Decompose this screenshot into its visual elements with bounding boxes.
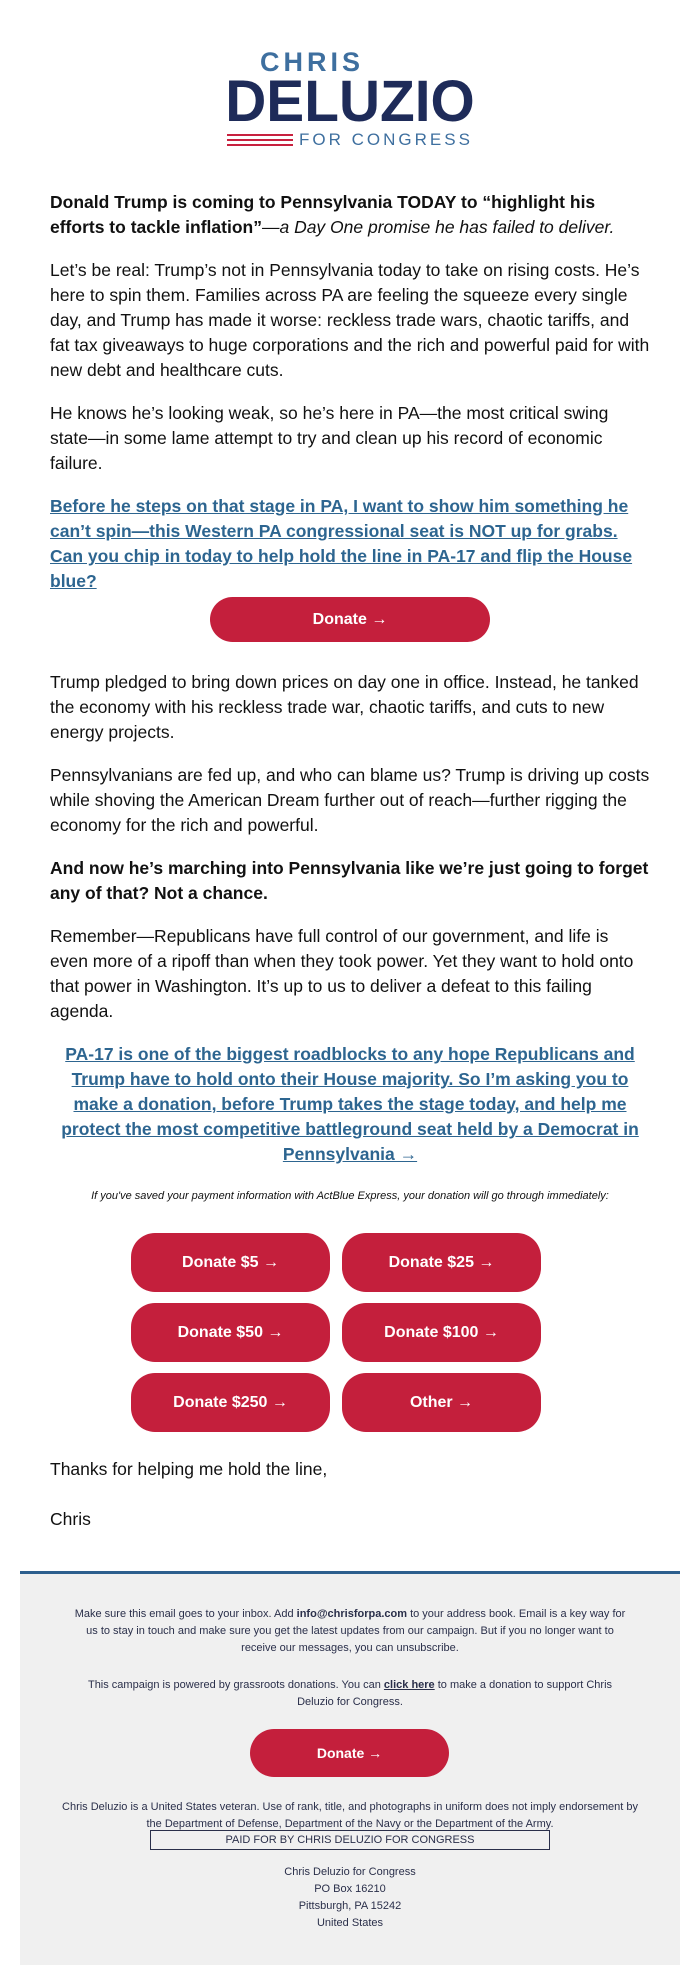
contact-email: info@chrisforpa.com (296, 1608, 408, 1620)
grassroots-post: to make a donation to support Chris Deluzio for Congress. (297, 1679, 613, 1708)
address-line: PO Box 16210 (314, 1883, 386, 1895)
inbox-notice (70, 1606, 630, 1657)
paragraph-text: He knows he’s looking weak, so he’s here in PA—the most critical swing state—in some lame attempt to try and clean up his record of economic failure. (50, 403, 609, 473)
paragraph-text: And now he’s marching into Pennsylvania like we’re just going to forget any of that? Not a chance. (50, 858, 649, 903)
paragraph-text: Pennsylvanians are fed up, and who can blame us? Trump is driving up costs while shoving the American Dream further out of reach—further rigging the economy for the rich and powerful. (50, 765, 650, 835)
logo-first-name: CHRIS (259, 47, 364, 77)
address-line: Chris Deluzio for Congress (284, 1866, 416, 1878)
grassroots-pre: This campaign is powered by grassroots donations. You can (87, 1679, 384, 1691)
email-footer (20, 1571, 680, 1965)
click-here-link[interactable]: click here (383, 1679, 435, 1691)
signature (50, 1507, 650, 1532)
mailing-address (70, 1864, 630, 1932)
actblue-express-note: If you've saved your payment information with ActBlue Express, your donation will go through immediately: (91, 1190, 609, 1202)
donate-button-main[interactable]: Donate → (210, 597, 490, 642)
body-paragraph-3 (50, 670, 650, 745)
donate-5-button[interactable]: Donate $5 → (131, 1233, 330, 1292)
donation-appeal-link (50, 494, 650, 594)
pa17-appeal-link (50, 1042, 650, 1167)
body-paragraph-2 (50, 401, 650, 476)
inbox-notice-post: to your address book. Email is a key way for us to stay in touch and make sure you get the latest updates from our campaign. But if you no longer want to receive our messages, you can unsubscribe. (86, 1608, 626, 1654)
appeal-link[interactable]: Before he steps on that stage in PA, I want to show him something he can’t spin—this Western PA congressional seat is NOT up for grabs. Can you chip in today to help hold the line in PA-17 and flip the House blue? (50, 496, 633, 591)
inbox-notice-pre: Make sure this email goes to your inbox. Add (74, 1608, 297, 1620)
intro-bold: Donald Trump is coming to Pennsylvania TODAY to “highlight his efforts to tackle inflation” (50, 192, 596, 237)
signature-text: Chris (50, 1509, 91, 1529)
intro-italic: —a Day One promise he has failed to deliver. (261, 217, 615, 237)
address-line: United States (316, 1917, 384, 1929)
donate-250-button[interactable]: Donate $250 → (131, 1373, 330, 1432)
logo-for-congress: FOR CONGRESS (299, 130, 473, 149)
closing-text: Thanks for helping me hold the line, (50, 1459, 328, 1479)
paragraph-text: Remember—Republicans have full control of our government, and life is even more of a ripoff than when they took power. Yet they want to hold onto that power in Washington. It’s up to us to deliver a defeat to this failing agenda. (50, 926, 634, 1021)
veteran-disclaimer: Chris Deluzio is a United States veteran. Use of rank, title, and photographs in uniform does not imply endorsement by the Department of Defense, Department of the Navy or the Department of the Army. (62, 1801, 638, 1830)
body-paragraph-6 (50, 924, 650, 1024)
intro-paragraph (50, 190, 650, 240)
donate-other-button[interactable]: Other → (342, 1373, 541, 1432)
address-line: Pittsburgh, PA 15242 (298, 1900, 402, 1912)
body-paragraph-5 (50, 856, 650, 906)
campaign-logo (0, 48, 700, 150)
logo-last-name: DELUZIO (225, 69, 475, 134)
grassroots-notice (70, 1677, 630, 1711)
paragraph-text: Trump pledged to bring down prices on day one in office. Instead, he tanked the economy with his reckless trade war, chaotic tariffs, and cuts to new energy projects. (50, 672, 639, 742)
paid-for-box: PAID FOR BY CHRIS DELUZIO FOR CONGRESS (150, 1830, 550, 1850)
body-paragraph-4 (50, 763, 650, 838)
body-paragraph-1 (50, 258, 650, 383)
footer-donate-button[interactable]: Donate → (250, 1729, 449, 1777)
closing-line (50, 1457, 650, 1482)
donate-100-button[interactable]: Donate $100 → (342, 1303, 541, 1362)
paragraph-text: Let’s be real: Trump’s not in Pennsylvania today to take on rising costs. He’s here to spin them. Families across PA are feeling the squeeze every single day, and Trump has made it worse: reckless trade wars, chaotic tariffs, and fat tax giveaways to huge corporations and the rich and powerful paid for with new debt and healthcare cuts. (50, 260, 650, 380)
pa17-link[interactable]: PA-17 is one of the biggest roadblocks to any hope Republicans and Trump have to hold onto their House majority. So I’m asking you to make a donation, before Trump takes the stage today, and help me protect the most competitive battleground seat held by a Democrat in Pennsylvania → (61, 1044, 639, 1164)
donate-25-button[interactable]: Donate $25 → (342, 1233, 541, 1292)
donate-50-button[interactable]: Donate $50 → (131, 1303, 330, 1362)
